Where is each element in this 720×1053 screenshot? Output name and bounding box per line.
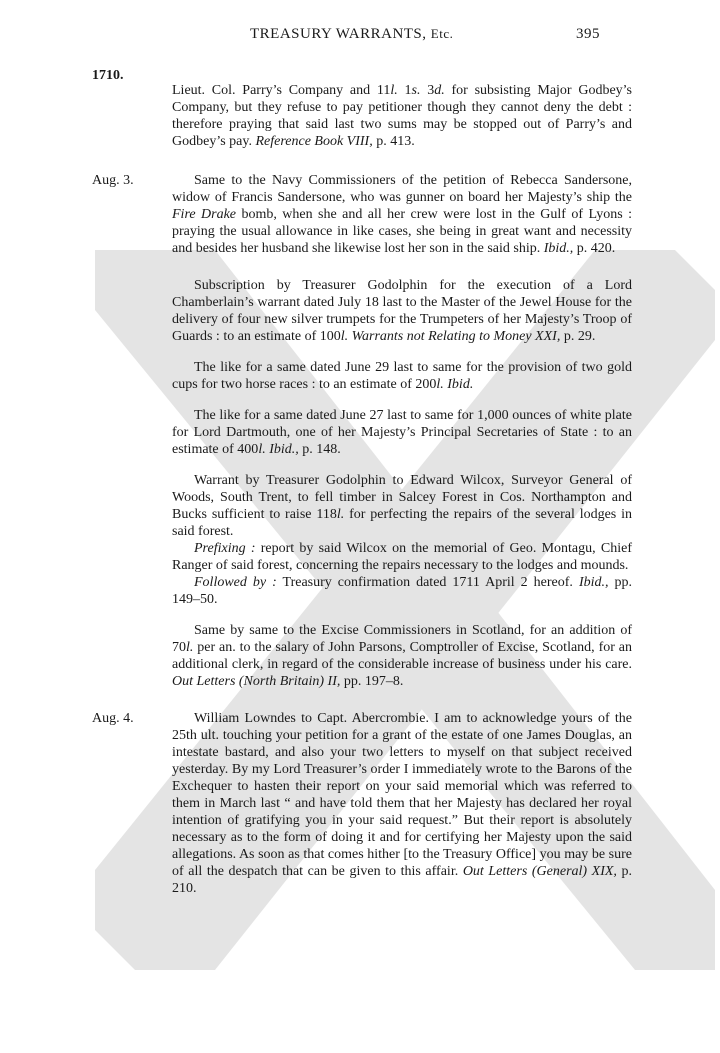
page-number: 395 xyxy=(576,26,600,42)
entry-subparagraph: Followed by : Treasury confirmation dated 1711 April 2 hereof. Ibid., pp. 149–50. xyxy=(172,575,633,607)
entry-text: Same to the Navy Commissioners of the petition of Rebecca Sandersone, widow of Francis Sandersone, who was gunner on board her Majesty’s ship the Fire Drake bomb, when she and all her crew were lost in the Gulf of Lyons : praying the usual allowance in like cases, she being in great want and necessity and besides her husband she likewise lost her son in the said ship. Ibid., p. 420. xyxy=(172,173,632,256)
entry-text: Same by same to the Excise Commissioners in Scotland, for an addition of 70l. per an. to the salary of John Parsons, Comptroller of Excise, Scotland, for an additional clerk, in regard of the considerable increase of business under his care. Out Letters (North Britain) II, pp. 197–8. xyxy=(172,623,632,689)
entry-date: Aug. 3. xyxy=(92,173,134,188)
entry xyxy=(92,622,632,690)
document-body xyxy=(92,82,632,911)
entry xyxy=(92,277,632,345)
running-title-text: TREASURY WARRANTS, xyxy=(250,26,427,42)
entry xyxy=(92,710,632,897)
entry-date: Aug. 4. xyxy=(92,711,134,726)
entry-text: William Lowndes to Capt. Abercrombie. I am to acknowledge yours of the 25th ult. touching your petition for a grant of the estate of one James Douglas, an intestate bastard, and also your two letters to myself on that subject received yesterday. By my Lord Treasurer’s order I immediately wrote to the Barons of the Exchequer to hasten their report on your said memorial which was referred to them in March last “ and have told them that her Majesty has declared her royal intention of gratifying you in your said request.” But their report is absolutely necessary as to the form of doing it and for certifying her Majesty upon the said allegations. As soon as that comes hither [to the Treasury Office] you may be sure of all the despatch that can be given to this affair. Out Letters (General) XIX, p. 210. xyxy=(172,711,633,896)
entry-subparagraph: Prefixing : report by said Wilcox on the memorial of Geo. Montagu, Chief Ranger of said forest, concerning the repairs necessary to the lodges and mounds. xyxy=(172,541,632,573)
entry xyxy=(92,82,632,150)
entry-text: Lieut. Col. Parry’s Company and 11l. 1s. 3d. for subsisting Major Godbey’s Company, but they refuse to pay petitioner though they cannot deny the debt : therefore praying that said last two sums may be stopped out of Parry’s and Godbey’s pay. Reference Book VIII, p. 413. xyxy=(172,83,633,149)
running-title xyxy=(250,26,453,43)
entry-text: Warrant by Treasurer Godolphin to Edward Wilcox, Surveyor General of Woods, South Trent, to fell timber in Salcey Forest in Cos. Northampton and Bucks sufficient to raise 118l. for perfecting the repairs of the several lodges in said forest. xyxy=(172,473,632,539)
entry-text: Subscription by Treasurer Godolphin for the execution of a Lord Chamberlain’s warrant dated July 18 last to the Master of the Jewel House for the delivery of four new silver trumpets for the Trumpeters of her Majesty’s Troop of Guards : to an estimate of 100l. Warrants not Relating to Money XXI, p. 29. xyxy=(172,278,632,344)
entry-text: The like for a same dated June 29 last to same for the provision of two gold cups for two horse races : to an estimate of 200l. Ibid. xyxy=(172,360,632,392)
running-title-etc: Etc. xyxy=(430,26,454,41)
entry xyxy=(92,359,632,393)
entry xyxy=(92,172,632,257)
entry-text: The like for a same dated June 27 last to same for 1,000 ounces of white plate for Lord Dartmouth, one of her Majesty’s Principal Secretaries of State : to an estimate of 400l. Ibid., p. 148. xyxy=(172,408,632,457)
entry xyxy=(92,407,632,458)
entry xyxy=(92,472,632,608)
year-marker: 1710. xyxy=(92,68,124,83)
